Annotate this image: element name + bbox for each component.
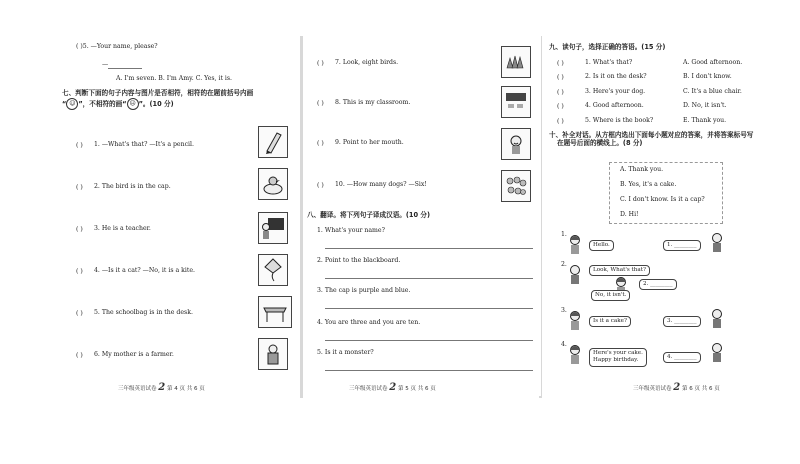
- translation-2-line[interactable]: [325, 278, 533, 279]
- translation-1: 1. What's your name?: [317, 227, 385, 234]
- q5-dash: —: [102, 61, 109, 68]
- answer-bubble[interactable]: 1. ________: [663, 240, 701, 251]
- translation-2: 2. Point to the blackboard.: [317, 257, 401, 264]
- translation-5: 5. Is it a monster?: [317, 349, 374, 356]
- answer-paren[interactable]: ( ): [317, 182, 324, 189]
- speech-bubble: Is it a cake?: [589, 316, 631, 327]
- boy-icon: [567, 264, 583, 286]
- translation-3: 3. The cap is purple and blue.: [317, 287, 411, 294]
- answer-paren[interactable]: ( ): [76, 268, 83, 275]
- item-text: 8. This is my classroom.: [335, 99, 411, 106]
- speech-bubble: Here's your cake. Happy birthday.: [589, 348, 647, 367]
- dogs-icon: [501, 170, 531, 202]
- section7-title: 七、判断下面的句子内容与图片是否相符，相符的在题前括号内画 “ ☺ ”，不相符的画“ ☹ ”。(10 分): [62, 89, 254, 108]
- girl-mouth-icon: [501, 128, 531, 160]
- smile-face-icon: ☺: [66, 98, 78, 110]
- answer-paren[interactable]: ( ): [76, 310, 83, 317]
- boy-icon: [709, 308, 725, 330]
- q9-question: 1. What's that?: [585, 59, 633, 66]
- speech-bubble: Look, What's that?: [589, 265, 650, 276]
- bird-in-cap-icon: [258, 168, 288, 200]
- dialog-number: 1.: [561, 231, 567, 238]
- answer-paren[interactable]: ( ): [317, 60, 324, 67]
- q9-answer: A. Good afternoon.: [683, 59, 743, 66]
- option-a: A. Thank you.: [620, 166, 664, 173]
- answer-paren[interactable]: ( ): [557, 118, 564, 125]
- answer-paren[interactable]: ( ): [557, 60, 564, 67]
- dialog-number: 4.: [561, 341, 567, 348]
- q9-question: 4. Good afternoon.: [585, 102, 644, 109]
- girl-icon: [567, 310, 583, 332]
- girl-icon: [567, 234, 583, 256]
- item-text: 3. He is a teacher.: [94, 225, 151, 232]
- dialog-number: 3.: [561, 307, 567, 314]
- dialog-number: 2.: [561, 261, 567, 268]
- pencil-icon: [258, 126, 288, 158]
- desk-icon: [258, 296, 292, 328]
- q9-answer: B. I don't know.: [683, 73, 732, 80]
- boy-icon: [709, 342, 725, 364]
- kite-icon: [258, 254, 288, 286]
- q9-answer: D. No, it isn't.: [683, 102, 727, 109]
- page-fold-left: [300, 36, 303, 398]
- page-4: [58, 36, 300, 396]
- girl-icon: [567, 344, 583, 366]
- answer-bubble[interactable]: 4. ________: [663, 352, 701, 363]
- option-d: D. Hi!: [620, 211, 639, 218]
- birds-icon: [501, 46, 531, 78]
- answer-paren[interactable]: ( ): [317, 140, 324, 147]
- answer-paren[interactable]: ( ): [76, 352, 83, 359]
- item-text: 4. —Is it a cat? —No, it is a kite.: [94, 267, 195, 274]
- answer-paren[interactable]: ( ): [557, 89, 564, 96]
- q9-question: 2. Is it on the desk?: [585, 73, 647, 80]
- translation-5-line[interactable]: [325, 370, 533, 371]
- page-footer: 三年级英语试卷 2 第 5 页 共 6 页: [349, 382, 436, 393]
- classroom-icon: [501, 86, 531, 118]
- page-footer: 三年级英语试卷 2 第 6 页 共 6 页: [633, 382, 720, 393]
- item-text: 6. My mother is a farmer.: [94, 351, 174, 358]
- options-box: [609, 162, 723, 224]
- item-text: 7. Look, eight birds.: [335, 59, 399, 66]
- q9-question: 3. Here's your dog.: [585, 88, 646, 95]
- translation-4: 4. You are three and you are ten.: [317, 319, 421, 326]
- option-b: B. Yes, it's a cake.: [620, 181, 677, 188]
- translation-4-line[interactable]: [325, 340, 533, 341]
- answer-bubble[interactable]: 3. ________: [663, 316, 701, 327]
- speech-bubble: No, it isn't.: [591, 290, 630, 301]
- translation-1-line[interactable]: [325, 248, 533, 249]
- item-text: 1. —What's that? —It's a pencil.: [94, 141, 194, 148]
- option-c: C. I don't know. Is it a cap?: [620, 196, 705, 203]
- item-text: 10. —How many dogs? —Six!: [335, 181, 427, 188]
- section8-title: 八、翻译。将下列句子译成汉语。(10 分): [307, 211, 430, 219]
- speech-bubble: Hello.: [589, 240, 614, 251]
- answer-paren[interactable]: ( ): [76, 142, 83, 149]
- q5-answer-line: [108, 68, 142, 69]
- item-text: 2. The bird is in the cap.: [94, 183, 171, 190]
- q5-item: ( )5. —Your name, please?: [76, 43, 158, 50]
- q9-answer: E. Thank you.: [683, 117, 727, 124]
- section9-title: 九、读句子，选择正确的答语。(15 分): [549, 43, 666, 51]
- farmer-icon: [258, 338, 288, 370]
- answer-paren[interactable]: ( ): [317, 100, 324, 107]
- answer-paren[interactable]: ( ): [76, 226, 83, 233]
- page-footer: 三年级英语试卷 2 第 4 页 共 6 页: [118, 382, 205, 393]
- q5-options: A. I'm seven. B. I'm Amy. C. Yes, it is.: [116, 75, 233, 82]
- sad-face-icon: ☹: [127, 98, 139, 110]
- section10-title: 十、补全对话。从方框内选出下面每小题对应的答案，并将答案标号写 在题号后面的横线上。(8 分): [549, 131, 754, 147]
- answer-bubble[interactable]: 2. ________: [639, 279, 677, 290]
- answer-paren[interactable]: ( ): [76, 184, 83, 191]
- boy-icon: [709, 232, 725, 254]
- page-5: [305, 36, 541, 396]
- item-text: 5. The schoolbag is in the desk.: [94, 309, 193, 316]
- translation-3-line[interactable]: [325, 308, 533, 309]
- page-6: [545, 36, 754, 396]
- item-text: 9. Point to her mouth.: [335, 139, 404, 146]
- answer-paren[interactable]: ( ): [557, 74, 564, 81]
- q9-question: 5. Where is the book?: [585, 117, 654, 124]
- answer-paren[interactable]: ( ): [557, 103, 564, 110]
- teacher-icon: [258, 212, 288, 244]
- q9-answer: C. It's a blue chair.: [683, 88, 742, 95]
